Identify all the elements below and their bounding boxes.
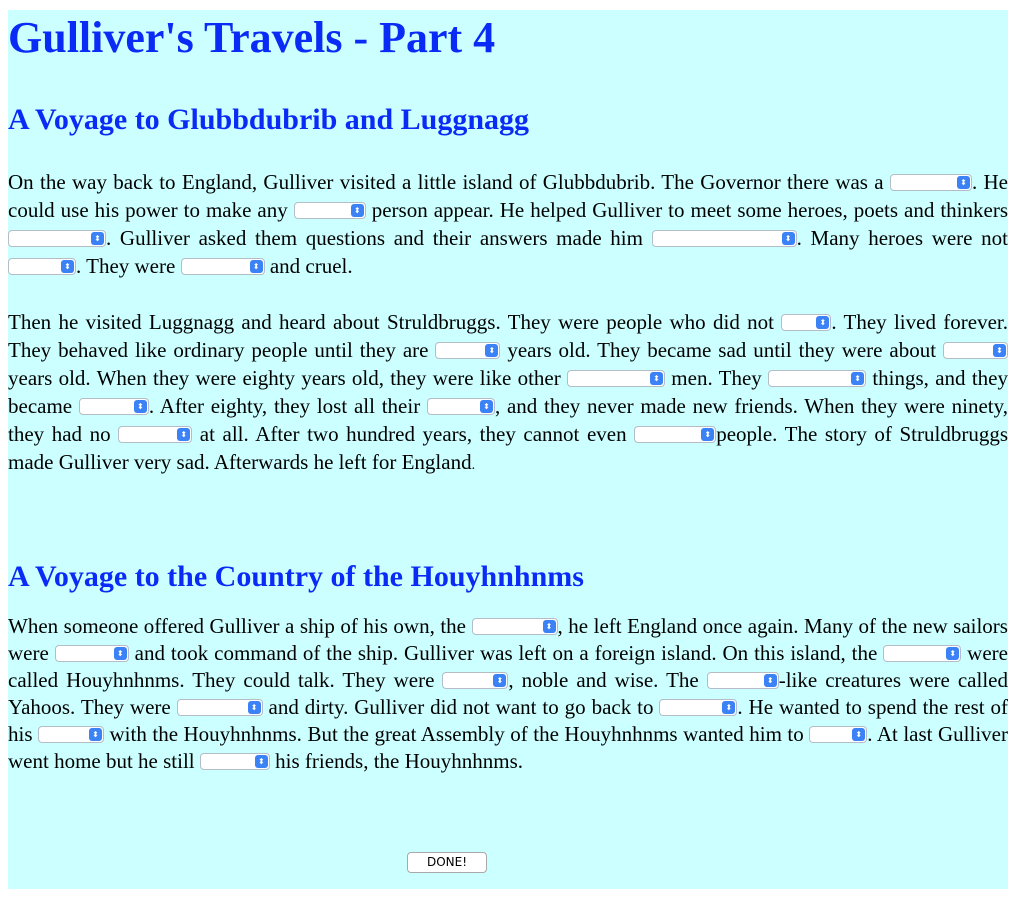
blank-dropdown[interactable] xyxy=(781,314,831,331)
chevron-updown-icon: ⬍ xyxy=(957,176,970,189)
blank-dropdown[interactable] xyxy=(890,174,972,191)
chevron-updown-icon: ⬍ xyxy=(764,674,777,687)
blank-dropdown[interactable] xyxy=(55,645,129,662)
blank-dropdown[interactable] xyxy=(38,726,104,743)
chevron-updown-icon: ⬍ xyxy=(134,400,147,413)
section-heading-glubbdubrib: A Voyage to Glubbdubrib and Luggnagg xyxy=(8,103,530,136)
section-heading-houyhnhnms: A Voyage to the Country of the Houyhnhnms xyxy=(8,560,584,593)
blank-dropdown[interactable] xyxy=(181,258,265,275)
worksheet-panel xyxy=(8,10,1008,889)
chevron-updown-icon: ⬍ xyxy=(946,647,959,660)
chevron-updown-icon: ⬍ xyxy=(993,344,1006,357)
chevron-updown-icon: ⬍ xyxy=(650,372,663,385)
chevron-updown-icon: ⬍ xyxy=(816,316,829,329)
blank-dropdown[interactable] xyxy=(943,342,1008,359)
page-title: Gulliver's Travels - Part 4 xyxy=(8,13,496,62)
blank-dropdown[interactable] xyxy=(435,342,500,359)
chevron-updown-icon: ⬍ xyxy=(722,701,735,714)
blank-dropdown[interactable] xyxy=(707,672,779,689)
blank-dropdown[interactable] xyxy=(8,230,106,247)
blank-dropdown[interactable] xyxy=(659,699,737,716)
chevron-updown-icon: ⬍ xyxy=(493,674,506,687)
chevron-updown-icon: ⬍ xyxy=(61,260,74,273)
blank-dropdown[interactable] xyxy=(8,258,76,275)
paragraph-glubbdubrib: On the way back to England, Gulliver visited a little island of Glubbdubrib. The Governor there was a ⬍ . He could use his power to make any ⬍ person appear. He helped Gulliver to meet some heroes, poets and thinkers ⬍ . Gulliver asked them questions and their answers made him ⬍ . Many heroes were not ⬍ . They were ⬍ and cruel. xyxy=(8,170,1008,278)
chevron-updown-icon: ⬍ xyxy=(782,232,795,245)
done-button[interactable]: DONE! xyxy=(407,852,487,873)
chevron-updown-icon: ⬍ xyxy=(351,204,364,217)
chevron-updown-icon: ⬍ xyxy=(177,428,190,441)
blank-dropdown[interactable] xyxy=(177,699,263,716)
blank-dropdown[interactable] xyxy=(200,753,270,770)
chevron-updown-icon: ⬍ xyxy=(480,400,493,413)
chevron-updown-icon: ⬍ xyxy=(485,344,498,357)
blank-dropdown[interactable] xyxy=(634,426,716,443)
chevron-updown-icon: ⬍ xyxy=(701,428,714,441)
chevron-updown-icon: ⬍ xyxy=(248,701,261,714)
chevron-updown-icon: ⬍ xyxy=(852,728,865,741)
chevron-updown-icon: ⬍ xyxy=(851,372,864,385)
chevron-updown-icon: ⬍ xyxy=(255,755,268,768)
chevron-updown-icon: ⬍ xyxy=(89,728,102,741)
paragraph-luggnagg: Then he visited Luggnagg and heard about Struldbruggs. They were people who did not ⬍ . They lived forever. They behaved like ordinary people until they are ⬍ years old. They became sad until they were about ⬍ years old. When they were eighty years old, they were like other ⬍ men. They ⬍ things, and they became ⬍ . After eighty, they lost all their ⬍ , and they never made new friends. When they were ninety, they had no ⬍ at all. After two hundred years, they cannot even ⬍ people. The story of Struldbruggs made Gulliver very sad. Afterwards he left for England. xyxy=(8,310,1009,474)
blank-dropdown[interactable] xyxy=(442,672,508,689)
blank-dropdown[interactable] xyxy=(883,645,961,662)
blank-dropdown[interactable] xyxy=(472,618,558,635)
blank-dropdown[interactable] xyxy=(567,370,665,387)
blank-dropdown[interactable] xyxy=(294,202,366,219)
paragraph-houyhnhnms: When someone offered Gulliver a ship of his own, the ⬍ , he left England once again. Many of the new sailors were ⬍ and took command of the ship. Gulliver was left on a foreign island. On this island, the ⬍ were called Houyhnhnms. They could talk. They were ⬍ , noble and wise. The ⬍ -like creatures were called Yahoos. They were ⬍ and dirty. Gulliver did not want to go back to ⬍ . He wanted to spend the rest of his ⬍ with the Houyhnhnms. But the great Assembly of the Houyhnhnms wanted him to ⬍ . At last Gulliver went home but he still ⬍ his friends, the Houyhnhnms. xyxy=(8,614,1008,773)
chevron-updown-icon: ⬍ xyxy=(250,260,263,273)
blank-dropdown[interactable] xyxy=(768,370,866,387)
chevron-updown-icon: ⬍ xyxy=(91,232,104,245)
blank-dropdown[interactable] xyxy=(118,426,192,443)
chevron-updown-icon: ⬍ xyxy=(543,620,556,633)
blank-dropdown[interactable] xyxy=(809,726,867,743)
chevron-updown-icon: ⬍ xyxy=(114,647,127,660)
blank-dropdown[interactable] xyxy=(79,398,149,415)
blank-dropdown[interactable] xyxy=(427,398,495,415)
blank-dropdown[interactable] xyxy=(652,230,797,247)
